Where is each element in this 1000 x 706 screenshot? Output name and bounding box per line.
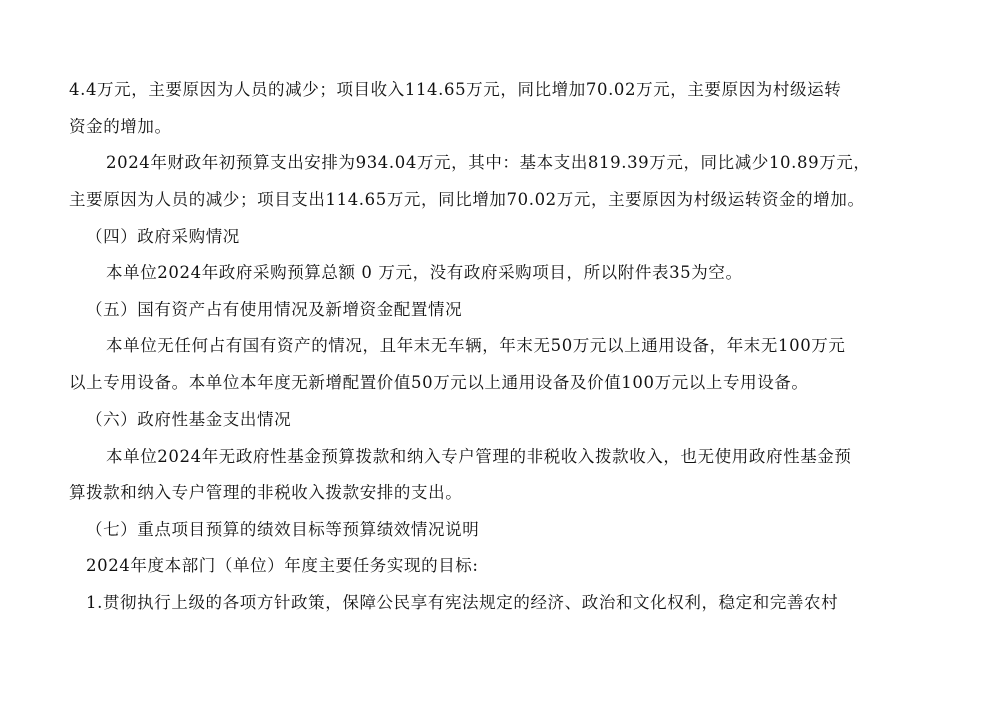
section-heading-6: （六）政府性基金支出情况 xyxy=(86,410,292,429)
section-heading-5: （五）国有资产占有使用情况及新增资金配置情况 xyxy=(86,300,463,319)
text-line-1: 4.4万元，主要原因为人员的减少；项目收入114.65万元，同比增加70.02万元，主要原因为村级运转 xyxy=(69,80,842,99)
text-line-8: 本单位无任何占有国有资产的情况，且年末无车辆，年末无50万元以上通用设备，年末无100万元 xyxy=(106,336,846,355)
text-line-2: 资金的增加。 xyxy=(69,117,172,136)
section-heading-4: （四）政府采购情况 xyxy=(86,227,240,246)
section-heading-7: （七）重点项目预算的绩效目标等预算绩效情况说明 xyxy=(86,520,480,539)
text-line-14: 2024年度本部门（单位）年度主要任务实现的目标: xyxy=(86,556,479,575)
text-line-9: 以上专用设备。本单位本年度无新增配置价值50万元以上通用设备及价值100万元以上专用设备。 xyxy=(69,373,809,392)
text-line-15: 1.贯彻执行上级的各项方针政策，保障公民享有宪法规定的经济、政治和文化权利，稳定和完善农村 xyxy=(86,593,839,612)
text-line-3: 2024年财政年初预算支出安排为934.04万元，其中：基本支出819.39万元，同比减少10.89万元， xyxy=(106,153,871,172)
text-line-4: 主要原因为人员的减少；项目支出114.65万元，同比增加70.02万元，主要原因为村级运转资金的增加。 xyxy=(69,190,865,209)
text-line-12: 算拨款和纳入专户管理的非税收入拨款安排的支出。 xyxy=(69,483,463,502)
text-line-11: 本单位2024年无政府性基金预算拨款和纳入专户管理的非税收入拨款收入，也无使用政府性基金预 xyxy=(106,447,852,466)
text-line-6: 本单位2024年政府采购预算总额 0 万元，没有政府采购项目，所以附件表35为空。 xyxy=(106,263,743,282)
